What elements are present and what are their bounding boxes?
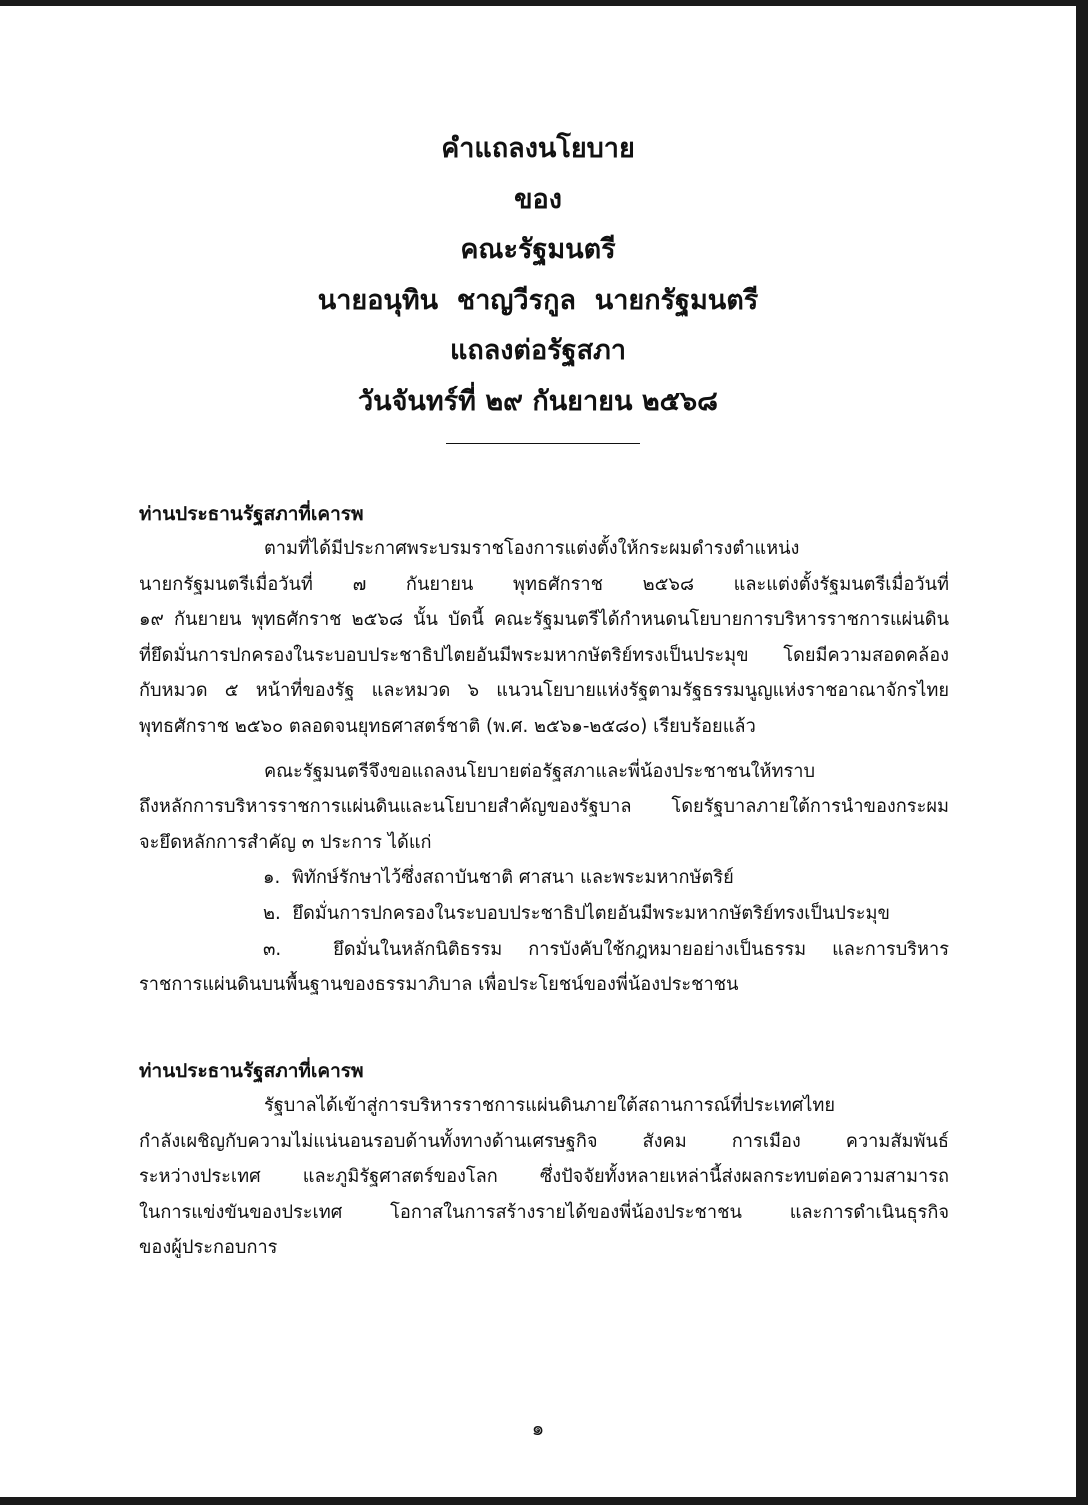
list-item: ๓. ยึดมั่นในหลักนิติธรรม การบังคับใช้กฎหมายอย่างเป็นธรรม และการบริหาร — [263, 938, 949, 960]
paragraph-line: ถึงหลักการบริหารราชการแผ่นดินและนโยบายสำคัญของรัฐบาล โดยรัฐบาลภายใต้การนำของกระผม — [139, 796, 949, 818]
paragraph-line: รัฐบาลได้เข้าสู่การบริหารราชการแผ่นดินภายใต้สถานการณ์ที่ประเทศไทย — [264, 1095, 836, 1116]
page-number: ๑ — [531, 1416, 545, 1440]
salutation: ท่านประธานรัฐสภาที่เคารพ — [139, 1060, 364, 1082]
title-line-3: คณะรัฐมนตรี — [460, 234, 616, 266]
paragraph — [139, 754, 949, 861]
list-item: ๑. พิทักษ์รักษาไว้ซึ่งสถาบันชาติ ศาสนา และพระมหากษัตริย์ — [263, 867, 734, 889]
title-line-4: นายอนุทิน ชาญวีรกูล นายกรัฐมนตรี — [317, 284, 759, 316]
document-title — [0, 124, 1076, 428]
paragraph-line: นายกรัฐมนตรีเมื่อวันที่ ๗ กันยายน พุทธศักราช ๒๕๖๘ และแต่งตั้งรัฐมนตรีเมื่อวันที่ — [139, 573, 949, 595]
title-line-2: ของ — [514, 183, 562, 215]
list-item-continuation: ราชการแผ่นดินบนพื้นฐานของธรรมาภิบาล เพื่อประโยชน์ของพี่น้องประชาชน — [139, 974, 739, 996]
paragraph-line: ระหว่างประเทศ และภูมิรัฐศาสตร์ของโลก ซึ่งปัจจัยทั้งหลายเหล่านี้ส่งผลกระทบต่อความสามารถ — [139, 1166, 949, 1188]
paragraph-line: ของผู้ประกอบการ — [139, 1237, 278, 1259]
paragraph-line: ที่ยึดมั่นการปกครองในระบอบประชาธิปไตยอันมีพระมหากษัตริย์ทรงเป็นประมุข โดยมีความสอดคล้อง — [139, 644, 949, 666]
document-page — [0, 6, 1076, 1497]
section-1 — [139, 497, 949, 1003]
title-divider — [446, 443, 640, 444]
paragraph-line: ตามที่ได้มีประกาศพระบรมราชโองการแต่งตั้งให้กระผมดำรงตำแหน่ง — [264, 538, 800, 559]
title-line-1: คำแถลงนโยบาย — [441, 133, 635, 164]
paragraph-line: คณะรัฐมนตรีจึงขอแถลงนโยบายต่อรัฐสภาและพี่น้องประชาชนให้ทราบ — [264, 760, 816, 782]
paragraph-line: ในการแข่งขันของประเทศ โอกาสในการสร้างรายได้ของพี่น้องประชาชน และการดำเนินธุรกิจ — [139, 1201, 949, 1223]
list-item: ๒. ยึดมั่นการปกครองในระบอบประชาธิปไตยอันมีพระมหากษัตริย์ทรงเป็นประมุข — [263, 902, 890, 924]
section-2 — [139, 1054, 949, 1266]
title-line-6: วันจันทร์ที่ ๒๙ กันยายน ๒๕๖๘ — [357, 385, 719, 417]
numbered-list — [139, 860, 949, 1002]
title-line-5: แถลงต่อรัฐสภา — [449, 335, 627, 367]
paragraph — [139, 1088, 949, 1266]
salutation: ท่านประธานรัฐสภาที่เคารพ — [139, 503, 364, 525]
paragraph-line: จะยึดหลักการสำคัญ ๓ ประการ ได้แก่ — [139, 831, 432, 853]
paragraph-line: กำลังเผชิญกับความไม่แน่นอนรอบด้านทั้งทางด้านเศรษฐกิจ สังคม การเมือง ความสัมพันธ์ — [139, 1130, 949, 1152]
paragraph — [139, 531, 949, 745]
paragraph-line: กับหมวด ๕ หน้าที่ของรัฐ และหมวด ๖ แนวนโยบายแห่งรัฐตามรัฐธรรมนูญแห่งราชอาณาจักรไทย — [139, 680, 949, 702]
paragraph-line: พุทธศักราช ๒๕๖๐ ตลอดจนยุทธศาสตร์ชาติ (พ.ศ. ๒๕๖๑-๒๕๘๐) เรียบร้อยแล้ว — [139, 715, 756, 737]
paragraph-line: ๑๙ กันยายน พุทธศักราช ๒๕๖๘ นั้น บัดนี้ คณะรัฐมนตรีได้กำหนดนโยบายการบริหารราชการแผ่นดิน — [139, 609, 949, 631]
